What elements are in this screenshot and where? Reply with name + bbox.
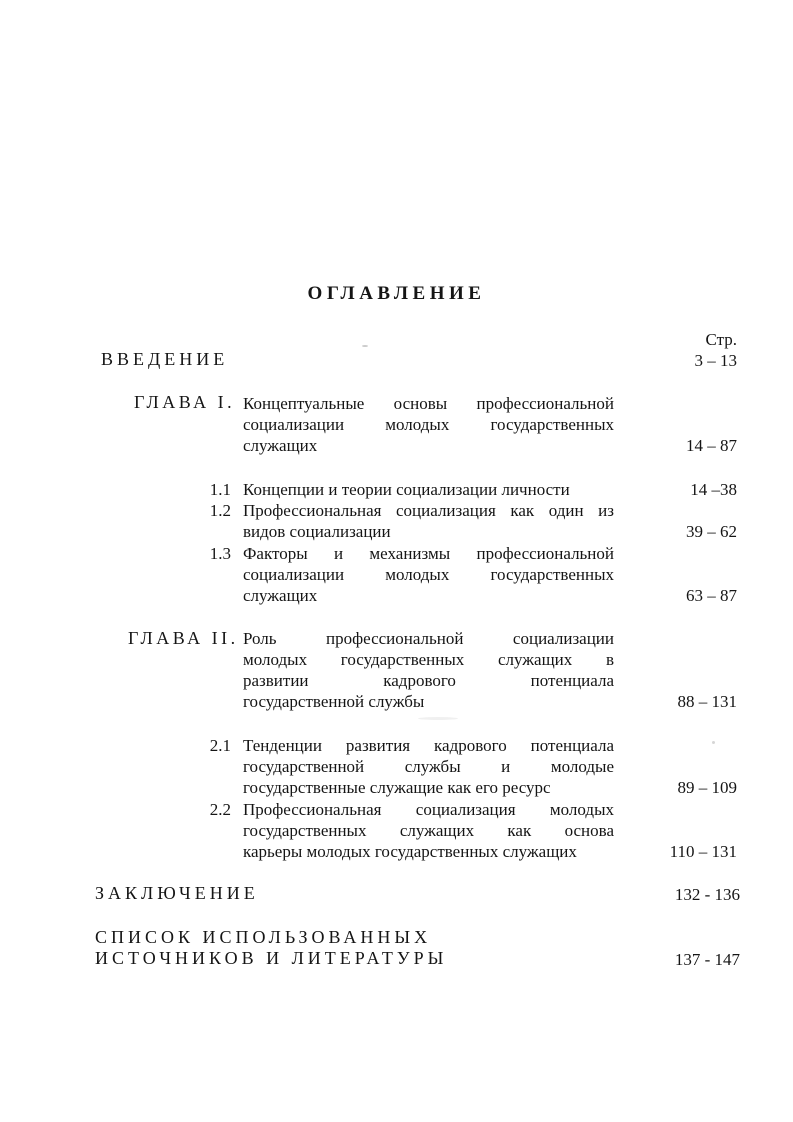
references-label-line: СПИСОК ИСПОЛЬЗОВАННЫХ: [95, 927, 432, 947]
section-title: [243, 543, 614, 606]
chapter1-title-line: служащих: [243, 436, 318, 455]
section-title-line: Профессиональная социализация как один из: [243, 501, 614, 520]
section-number: 2.2: [209, 800, 231, 819]
section-title-line: Профессиональная социализация молодых: [243, 800, 614, 819]
chapter1-title: [243, 393, 614, 456]
conclusion-label: ЗАКЛЮЧЕНИЕ: [95, 883, 259, 903]
page-column-header: Стр.: [705, 330, 737, 349]
intro-label: ВВЕДЕНИЕ: [101, 349, 229, 369]
section-pages: 89 – 109: [677, 778, 737, 797]
chapter1-pages: 14 – 87: [686, 436, 737, 455]
section-title-line: государственной службы и молодые: [243, 757, 614, 776]
section-title-line: социализации молодых государственных: [243, 565, 614, 584]
scan-speck: [418, 717, 458, 720]
section-title: [243, 799, 614, 862]
section-title: [243, 500, 614, 542]
references-pages: 137 - 147: [674, 950, 740, 969]
section-pages: 63 – 87: [686, 586, 737, 605]
section-title-line: Факторы и механизмы профессиональной: [243, 544, 614, 563]
section-title-line: служащих: [243, 586, 318, 605]
section-pages: 14 –38: [690, 480, 737, 499]
chapter1-label: ГЛАВА I.: [134, 392, 236, 412]
section-number: 1.1: [209, 480, 231, 499]
intro-pages: 3 – 13: [694, 351, 737, 370]
section-title-line: государственные служащие как его ресурс: [243, 778, 551, 797]
section-title-line: Концепции и теории социализации личности: [243, 480, 570, 499]
scan-speck: [712, 741, 715, 744]
chapter1-title-line: социализации молодых государственных: [243, 415, 614, 434]
references-label-line: ИСТОЧНИКОВ И ЛИТЕРАТУРЫ: [95, 948, 448, 968]
chapter2-title-line: Роль профессиональной социализации: [243, 629, 614, 648]
chapter2-title-line: государственной службы: [243, 692, 425, 711]
page-title: ОГЛАВЛЕНИЕ: [307, 283, 486, 304]
section-pages: 110 – 131: [669, 842, 737, 861]
section-title: [243, 735, 614, 798]
section-title-line: видов социализации: [243, 522, 391, 541]
section-title-line: Тенденции развития кадрового потенциала: [243, 736, 614, 755]
section-title: [243, 479, 614, 500]
scan-speck: [362, 345, 368, 347]
section-number: 2.1: [209, 736, 231, 755]
chapter2-title-line: развитии кадрового потенциала: [243, 671, 614, 690]
section-pages: 39 – 62: [686, 522, 737, 541]
chapter2-title-line: молодых государственных служащих в: [243, 650, 614, 669]
chapter2-label: ГЛАВА II.: [128, 628, 239, 648]
chapter1-title-line: Концептуальные основы профессиональной: [243, 394, 614, 413]
conclusion-pages: 132 - 136: [674, 885, 740, 904]
section-number: 1.3: [209, 544, 231, 563]
chapter2-pages: 88 – 131: [677, 692, 737, 711]
section-title-line: государственных служащих как основа: [243, 821, 614, 840]
section-number: 1.2: [209, 501, 231, 520]
chapter2-title: [243, 628, 614, 712]
section-title-line: карьеры молодых государственных служащих: [243, 842, 577, 861]
